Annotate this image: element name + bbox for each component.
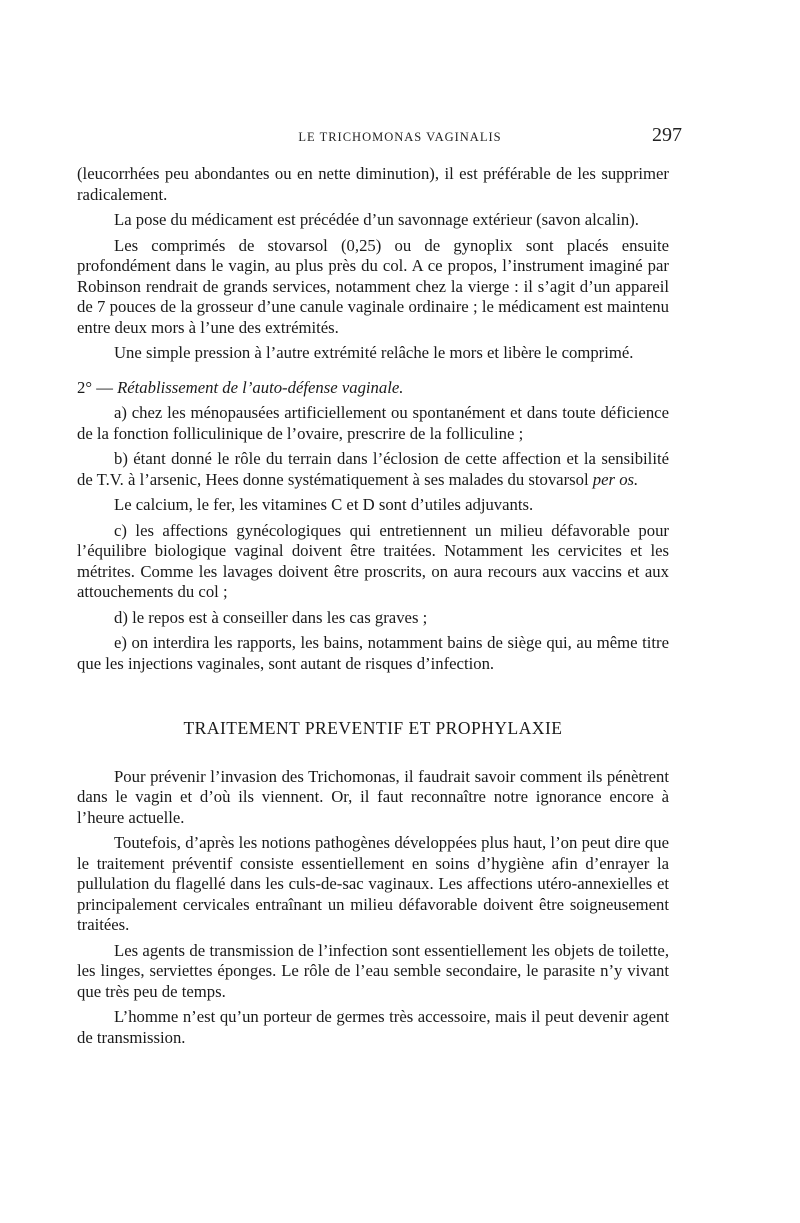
item-b-italic: per os. [592, 469, 639, 489]
item-b-text: b) étant donné le rôle du terrain dans l’éclosion de cette affection et la sensibilité de T.V. à l’arsenic, Hees donne systématiquement à ses malades du stovarsol [77, 449, 669, 489]
paragraph-comprimes: Les comprimés de stovarsol (0,25) ou de gynoplix sont placés ensuite profondément dans le vagin, au plus près du col. A ce propos, l’instrument imaginé par Robinson rendrait de grands services, notamment chez la vierge : il s’agit d’un appareil de 7 pouces de la grosseur d’une canule vaginale ordinaire ; le médicament est maintenu entre deux mors à l’une des extrémités. [77, 235, 669, 337]
section-2-number: 2° — [77, 377, 113, 397]
paragraph-continuation: (leucorrhées peu abondantes ou en nette diminution), il est préférable de les supprimer radicalement. [77, 164, 669, 204]
paragraph-prevention: Pour prévenir l’invasion des Trichomonas, il faudrait savoir comment ils pénètrent dans le vagin et d’où ils viennent. Or, il faut reconnaître notre ignorance encore à l’heure actuelle. [77, 766, 669, 827]
paragraph-hygiene: Toutefois, d’après les notions pathogènes développées plus haut, l’on peut dire que le traitement préventif consiste essentiellement en soins d’hygiène afin d’enrayer la pullulation du flagellé dans les culs-de-sac vaginaux. Les affections utéro-annexielles et principalement cervicales entraînant un milieu défavorable doivent être soigneusement traitées. [77, 833, 669, 934]
page-body [77, 164, 669, 1053]
paragraph-item-e: e) on interdira les rapports, les bains, notamment bains de siège qui, au même titre que les injections vaginales, sont autant de risques d’infection. [77, 633, 669, 673]
paragraph-pression: Une simple pression à l’autre extrémité relâche le mors et libère le comprimé. [114, 343, 634, 362]
section-2-title-text: Rétablissement de l’auto-défense vaginale. [117, 377, 404, 397]
section-2-title [77, 378, 669, 399]
running-title: LE TRICHOMONAS VAGINALIS [298, 130, 502, 144]
page-number: 297 [652, 124, 682, 146]
page-header [0, 124, 800, 152]
paragraph-savonnage: La pose du médicament est précédée d’un savonnage extérieur (savon alcalin). [114, 210, 639, 229]
paragraph-item-b [77, 449, 669, 490]
paragraph-item-a: a) chez les ménopausées artificiellement ou spontanément et dans toute déficience de la fonction folliculinique de l’ovaire, prescrire de la folliculine ; [77, 403, 669, 443]
paragraph-transmission: Les agents de transmission de l’infection sont essentiellement les objets de toilette, les linges, serviettes éponges. Le rôle de l’eau semble secondaire, le parasite n’y vivant que très peu de temps. [77, 940, 669, 1001]
paragraph-homme: L’homme n’est qu’un porteur de germes très accessoire, mais il peut devenir agent de transmission. [77, 1007, 669, 1047]
paragraph-item-d: d) le repos est à conseiller dans les cas graves ; [114, 607, 428, 627]
section-heading: TRAITEMENT PREVENTIF ET PROPHYLAXIE [183, 718, 563, 738]
paragraph-calcium: Le calcium, le fer, les vitamines C et D sont d’utiles adjuvants. [114, 495, 534, 514]
paragraph-item-c: c) les affections gynécologiques qui entretiennent un milieu défavorable pour l’équilibre biologique vaginal doivent être traitées. Notamment les cervicites et les métrites. Comme les lavages doivent être proscrits, on aura recours aux vaccins et aux attouchements du col ; [77, 520, 669, 601]
